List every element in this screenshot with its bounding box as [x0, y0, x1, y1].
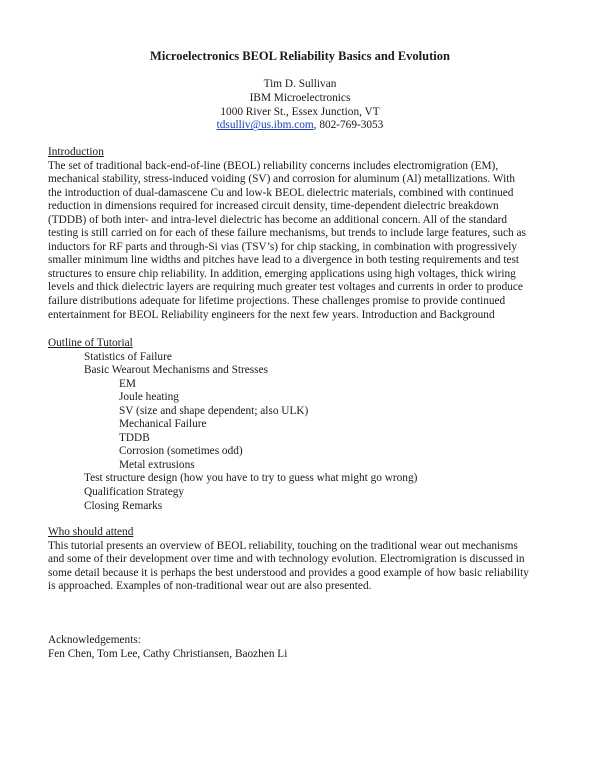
outline-item: Statistics of Failure — [84, 350, 172, 363]
outline-item: Basic Wearout Mechanisms and Stresses — [84, 364, 268, 377]
outline-subitem: Mechanical Failure — [119, 418, 207, 431]
introduction-line: the introduction of dual-damascene Cu and low-k BEOL dielectric materials, combined with continued — [48, 186, 514, 199]
introduction-line: failure distributions adequate for lifetime projections. These challenges promise to provide continued — [48, 295, 506, 308]
introduction-line: smaller minimum line widths and pitches have lead to a divergence in both testing requirements and test — [48, 254, 520, 267]
outline-section — [48, 337, 568, 513]
introduction-line: The set of traditional back-end-of-line (BEOL) reliability concerns includes electromigration (EM), — [48, 159, 499, 172]
author-organization: IBM Microelectronics — [249, 91, 351, 104]
author-contact — [0, 119, 600, 133]
introduction-paragraph — [48, 160, 568, 323]
outline-list — [48, 351, 568, 514]
acknowledgements-heading: Acknowledgements: — [48, 634, 141, 646]
outline-heading: Outline of Tutorial — [48, 337, 133, 349]
introduction-line: structures to ensure chip reliability. In addition, emerging applications using high voltages, thick wiring — [48, 267, 516, 280]
author-block — [0, 78, 600, 133]
outline-subitem: TDDB — [119, 431, 150, 444]
author-phone: , 802-769-3053 — [313, 119, 384, 132]
introduction-line: (TDDB) of both inter- and intra-level dielectric has become an additional concern. All of the standard — [48, 213, 508, 226]
who-should-attend-line: This tutorial presents an overview of BEOL reliability, touching on the traditional wear out mechanisms — [48, 539, 518, 552]
introduction-heading: Introduction — [48, 146, 104, 158]
introduction-section — [48, 146, 568, 322]
acknowledgements-section — [48, 634, 568, 661]
who-should-attend-line: and some of their development over time and with technology evolution. Electromigration is discussed in — [48, 553, 525, 566]
who-should-attend-heading: Who should attend — [48, 526, 134, 538]
outline-subitem: Corrosion (sometimes odd) — [119, 445, 243, 458]
author-address: 1000 River St., Essex Junction, VT — [220, 105, 380, 118]
author-name: Tim D. Sullivan — [263, 78, 337, 90]
introduction-line: testing is still carried on for each of these failure mechanisms, but trends to include large features, such as — [48, 227, 526, 240]
introduction-line: entertainment for BEOL Reliability engineers for the next few years. Introduction and Background — [48, 308, 495, 321]
author-email-link[interactable]: tdsulliv@us.ibm.com — [216, 119, 314, 132]
introduction-line: inductors for RF parts and through-Si vias (TSV’s) for chip stacking, in combination with progressively — [48, 240, 518, 253]
who-should-attend-line: is approached. Examples of non-traditional wear out are also presented. — [48, 580, 372, 593]
who-should-attend-section — [48, 526, 568, 594]
introduction-line: levels and thick dielectric layers are requiring much greater test voltages and currents in order to produce — [48, 281, 523, 294]
outline-subitem: Metal extrusions — [119, 458, 195, 471]
outline-subitem: Joule heating — [119, 391, 179, 404]
introduction-line: mechanical stability, stress-induced voiding (SV) and corrosion for aluminum (Al) metallizations. With — [48, 173, 516, 186]
outline-subitem: EM — [119, 377, 136, 390]
who-should-attend-line: some detail because it is perhaps the best understood and provides a good example of how basic reliability — [48, 566, 529, 579]
outline-item: Qualification Strategy — [84, 486, 185, 499]
outline-subitem: SV (size and shape dependent; also ULK) — [119, 404, 309, 417]
who-should-attend-paragraph — [48, 540, 568, 594]
outline-item: Closing Remarks — [84, 499, 163, 512]
acknowledgements-names: Fen Chen, Tom Lee, Cathy Christiansen, Baozhen Li — [48, 647, 288, 660]
document-title: Microelectronics BEOL Reliability Basics and Evolution — [150, 49, 450, 63]
introduction-line: reduction in dimensions required for increased circuit density, time-dependent dielectric breakdown — [48, 200, 499, 213]
outline-item: Test structure design (how you have to try to guess what might go wrong) — [84, 472, 418, 485]
